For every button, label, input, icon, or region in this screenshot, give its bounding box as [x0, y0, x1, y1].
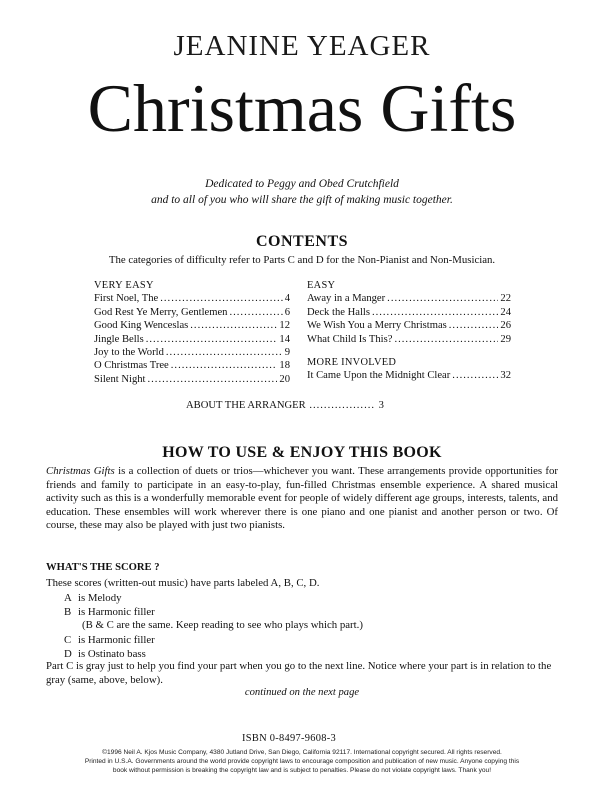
toc-item-title: Good King Wenceslas [94, 320, 189, 332]
toc-item-page: 3 [378, 400, 384, 411]
toc-item-page: 22 [500, 293, 511, 305]
toc-item-title: Joy to the World [94, 347, 164, 359]
part-text: is Harmonic filler [78, 606, 155, 618]
toc-item[interactable] [94, 333, 290, 346]
part-line [64, 605, 155, 619]
bc-note: (B & C are the same. Keep reading to see who plays which part.) [82, 619, 363, 631]
toc-item-title: Jingle Bells [94, 333, 144, 345]
continued-note: continued on the next page [244, 687, 360, 698]
toc-item-page: 9 [284, 347, 290, 359]
part-line [64, 633, 155, 647]
intro-paragraph [46, 465, 558, 533]
toc-item-title: We Wish You a Merry Christmas [307, 320, 447, 332]
score-intro: These scores (written-out music) have parts labeled A, B, C, D. [46, 577, 320, 589]
toc-item-page: 32 [500, 370, 511, 382]
toc-item-title: O Christmas Tree [94, 360, 169, 372]
toc-item[interactable] [94, 319, 290, 332]
toc-item-page: 6 [284, 306, 290, 318]
gray-part-note: Part C is gray just to help you find your part when you go to the next line. Notice where your part is in relation to the gray (same, above, below). [46, 660, 552, 686]
toc-item-page: 18 [279, 360, 290, 372]
toc-item[interactable] [94, 346, 290, 359]
toc-item-title: What Child Is This? [307, 333, 393, 345]
toc-item[interactable] [94, 373, 290, 386]
toc-item[interactable] [307, 292, 511, 305]
intro-text: is a collection of duets or trios—whichever you want. These arrangements provide opportunities for friends and family to participate in an easy-to-play, fun-filled Christmas ensemble experience. A shared musical activity such as this is a wonderfully memorable event for people of widely different age groups, interests, talents, and education. These ensembles will work wherever there is one piano and one pianist and another person or two. Of course, these may also be played with just two pianists. [46, 465, 558, 532]
part-letter: C [64, 634, 72, 646]
score-heading: WHAT'S THE SCORE ? [46, 562, 160, 573]
toc-category-heading: VERY EASY [94, 280, 154, 291]
toc-category-heading: MORE INVOLVED [307, 357, 397, 369]
toc-item[interactable] [94, 292, 290, 305]
toc-item-page: 14 [279, 333, 290, 345]
toc-item-page: 29 [500, 333, 511, 345]
toc-item-title: God Rest Ye Merry, Gentlemen [94, 306, 228, 318]
dedication [0, 176, 604, 208]
toc-item-page: 26 [500, 320, 511, 332]
part-line [64, 591, 122, 605]
book-title: Christmas Gifts [87, 70, 517, 146]
isbn: ISBN 0-8497-9608-3 [242, 733, 337, 744]
part-letter: B [64, 606, 72, 618]
toc-item[interactable] [94, 359, 290, 372]
part-letter: A [64, 592, 72, 604]
author-name: JEANINE YEAGER [173, 30, 431, 62]
contents-heading: CONTENTS [255, 233, 349, 250]
intro-book-title: Christmas Gifts [46, 465, 115, 477]
part-text: is Melody [78, 592, 122, 604]
toc-item-page: 12 [279, 320, 290, 332]
toc-very-easy [94, 279, 290, 386]
toc-item-title: It Came Upon the Midnight Clear [307, 370, 451, 382]
toc-item[interactable] [94, 306, 290, 319]
dedication-line: and to all of you who will share the gift of making music together. [151, 194, 453, 206]
howto-heading: HOW TO USE & ENJOY THIS BOOK [162, 444, 442, 461]
printed-line: Printed in U.S.A. Governments around the world provide copyright laws to encourage composition and publication of new music. Anyone copying this [84, 758, 520, 766]
toc-category-heading: EASY [307, 280, 336, 291]
part-text: is Ostinato bass [78, 648, 146, 660]
toc-item-title: Away in a Manger [307, 293, 386, 305]
toc-about-arranger[interactable]: ABOUT THE ARRANGER .................. 3 [186, 400, 384, 411]
part-text: is Harmonic filler [78, 634, 155, 646]
copyright-line: ©1996 Neil A. Kjos Music Company, 4380 Jutland Drive, San Diego, California 92117. International copyright secured. All rights reserved. [102, 749, 502, 756]
toc-item-page: 4 [284, 293, 290, 305]
toc-item-title: ABOUT THE ARRANGER [186, 400, 306, 411]
part-letter: D [64, 648, 72, 660]
toc-item[interactable] [307, 369, 511, 382]
toc-item-title: First Noel, The [94, 293, 159, 305]
toc-easy [307, 279, 511, 383]
toc-item[interactable] [307, 306, 511, 319]
warning-line: book without permission is breaking the copyright law and is subject to penalties. Please do not violate copyright laws. Thank you! [112, 767, 492, 775]
toc-item-page: 24 [500, 306, 511, 318]
dedication-line: Dedicated to Peggy and Obed Crutchfield [205, 178, 399, 190]
contents-note: The categories of difficulty refer to Parts C and D for the Non-Pianist and Non-Musician. [108, 254, 496, 266]
toc-item[interactable] [307, 333, 511, 346]
toc-item-title: Silent Night [94, 373, 146, 385]
legal-notice [30, 748, 574, 776]
toc-item-title: Deck the Halls [307, 306, 370, 318]
toc-item[interactable] [307, 319, 511, 332]
toc-item-page: 20 [279, 373, 290, 385]
